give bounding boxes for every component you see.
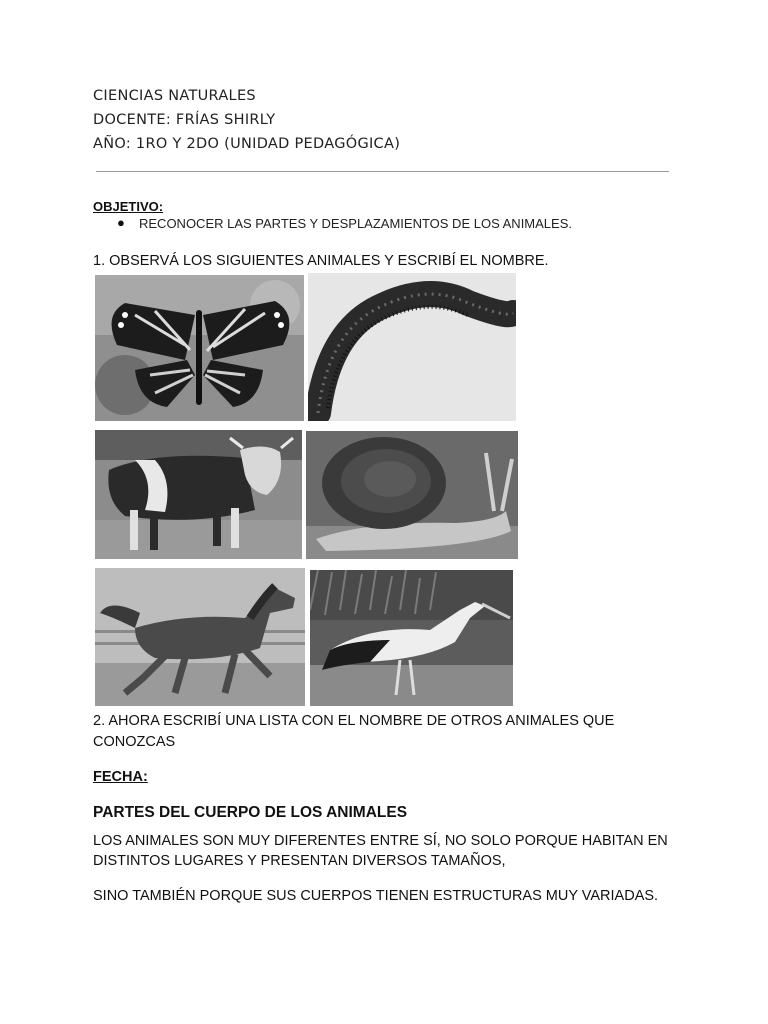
bullet-icon: ● [117, 215, 125, 230]
butterfly-photo [95, 275, 304, 421]
objective-heading: OBJETIVO: [93, 199, 164, 214]
cow-photo [95, 430, 302, 559]
activity-2-line-1: 2. AHORA ESCRIBÍ UNA LISTA CON EL NOMBRE DE OTROS ANIMALES QUE [93, 713, 615, 729]
millipede-photo [308, 273, 516, 421]
objective-item: RECONOCER LAS PARTES Y DESPLAZAMIENTOS DE LOS ANIMALES. [139, 216, 572, 231]
horizontal-divider [96, 171, 669, 172]
date-label: FECHA: [93, 769, 148, 785]
paragraph-1-line-1: LOS ANIMALES SON MUY DIFERENTES ENTRE SÍ, NO SOLO PORQUE HABITAN EN [93, 833, 668, 849]
snail-photo [306, 431, 518, 559]
section-title: PARTES DEL CUERPO DE LOS ANIMALES [93, 804, 408, 821]
horse-photo [95, 568, 305, 706]
paragraph-1-line-2: DISTINTOS LUGARES Y PRESENTAN DIVERSOS TAMAÑOS, [93, 853, 506, 869]
subject-title: CIENCIAS NATURALES [93, 88, 256, 104]
year-line: AÑO: 1RO Y 2DO (UNIDAD PEDAGÓGICA) [93, 136, 401, 152]
stork-photo [310, 570, 513, 706]
activity-2-line-2: CONOZCAS [93, 734, 176, 750]
paragraph-2: SINO TAMBIÉN PORQUE SUS CUERPOS TIENEN ESTRUCTURAS MUY VARIADAS. [93, 888, 659, 904]
teacher-line: DOCENTE: FRÍAS SHIRLY [93, 112, 276, 128]
activity-1-instruction: 1. OBSERVÁ LOS SIGUIENTES ANIMALES Y ESCRIBÍ EL NOMBRE. [93, 253, 549, 269]
